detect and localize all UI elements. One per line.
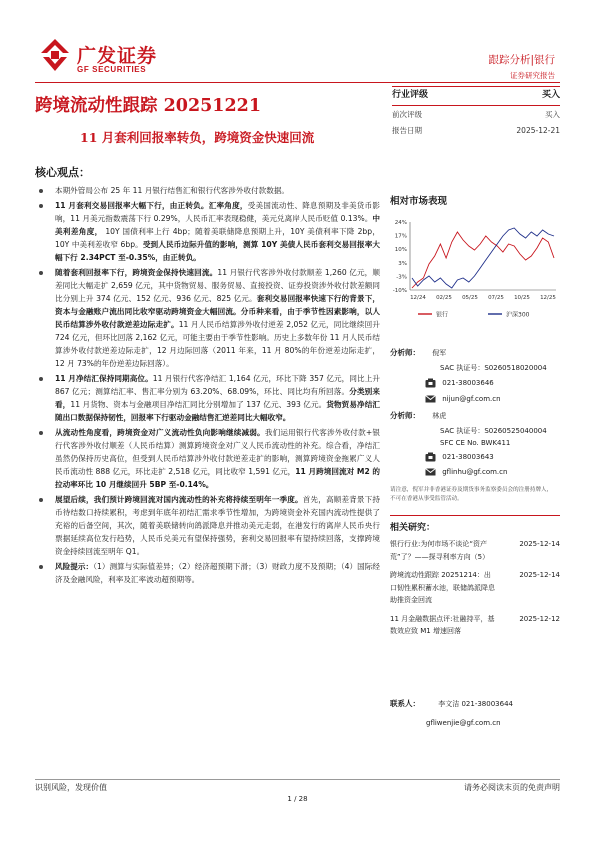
y-tick-label: 24% — [394, 220, 407, 226]
sac-number: S0260518020004 — [484, 363, 547, 372]
x-tick-label: 05/25 — [462, 295, 478, 301]
report-date-label: 报告日期 — [392, 126, 422, 135]
contact-block — [390, 698, 560, 729]
core-view-text: 11 月银行代客涉外收付款顺差 1,260 亿元，顺差同比大幅走扩 2,659 亿元，其中货物贸易、服务贸易、直接投资、证券投资涉外收付款差额同比分别上升 374 亿元、152 亿元、936 亿元、825 亿元。 — [55, 268, 380, 303]
related-item-date: 2025-12-14 — [519, 540, 560, 548]
report-subtitle: 11 月套利回报率转负，跨境资金快速回流 — [80, 130, 315, 145]
core-view-text: 从流动性角度看，跨境资金对广义流动性负向影响继续减弱。 — [55, 428, 265, 437]
core-view-text: 11 月货物、资本与金融项目净结汇同比分别增加了 137 亿元、393 亿元。 — [70, 400, 327, 409]
core-view-text: 货物贸易净结汇随出口数据保持韧性，回报率下行驱动金融结售汇逆差同比大幅收窄。 — [55, 400, 380, 422]
core-view-text: 11 月套利交易回报率大幅下行，由正转负。汇率角度， — [55, 201, 248, 210]
related-item[interactable] — [390, 538, 560, 563]
related-title: 相关研究： — [390, 523, 436, 533]
legend-label: 沪深300 — [506, 311, 530, 319]
core-view-item — [35, 199, 380, 264]
header-rule — [35, 82, 560, 83]
series-line-bank — [412, 232, 554, 288]
logo-english: GF SECURITIES — [77, 65, 147, 74]
core-view-text: 展望后续，我们预计跨境回流对国内流动性的补充将持续至明年一季度。 — [55, 495, 303, 504]
x-tick-label: 07/25 — [488, 295, 504, 301]
core-view-item — [35, 426, 380, 491]
analyst-label: 分析师： — [390, 411, 420, 420]
core-view-text: 10Y 国债利率上行 4bp；随着美联储降息预期上升，10Y 美债利率下降 2bp，10Y 中美利差收窄 6bp。 — [55, 227, 380, 249]
relative-performance-chart — [388, 214, 560, 334]
contact-label: 联系人： — [390, 699, 420, 708]
analyst-label: 分析师： — [390, 348, 420, 357]
core-view-text: 随着套利回报率下行，跨境资金保持快速回流。 — [55, 268, 218, 277]
report-category: 跟踪分析|银行 — [488, 54, 555, 66]
sac-label: SAC 执证号： — [440, 426, 485, 435]
y-tick-label: 3% — [398, 260, 407, 267]
related-item-title: 跨境流动性跟踪 20251214：出口韧性累积蓄水池，联储鸽派降息助推资金回流 — [390, 571, 495, 604]
related-research — [390, 515, 560, 644]
related-item[interactable] — [390, 569, 560, 607]
core-view-text: 11 月净结汇保持同期高位。 — [55, 374, 153, 383]
rating-label: 行业评级 — [392, 90, 429, 100]
logo — [35, 37, 170, 77]
core-view-text: 本期外管局公布 25 年 11 月银行结售汇和银行代客涉外收付款数据。 — [55, 186, 290, 195]
y-tick-label: -3% — [396, 274, 407, 281]
related-item-title: 11 月金融数据点评:社融持平，基数效应致 M1 增速回落 — [390, 614, 495, 635]
core-view-item — [35, 184, 380, 197]
logo-name: 广发证券 — [77, 45, 158, 67]
related-item-date: 2025-12-14 — [519, 571, 560, 579]
core-view-text: 11 月人民币结算涉外收付逆差 2,052 亿元，同比继续回升 724 亿元，但环比回落 2,162 亿元，可能主要由于季节性影响。历史上多数年份 11 月人民币结算涉外收付款逆差边际走扩，12 月边际回落（2011 年来，11 月 80%的年份逆差边际走扩，12 月 73%的年份逆差边际回落）。 — [55, 320, 380, 368]
sfc-number: SFC CE No. BWK411 — [440, 439, 511, 447]
x-tick-label: 02/25 — [436, 295, 452, 301]
analyst-name: 倪军 — [432, 349, 447, 357]
phone-icon — [425, 378, 436, 388]
analyst-block-2 — [390, 410, 560, 479]
analyst-name: 林虎 — [432, 412, 447, 420]
core-view-text: 受美国流动性、降息预期及非美货币影响，11 月美元指数震荡下行 0.29%，人民币汇率表现稳健，美元兑离岸人民币贬值 0.13%。 — [55, 201, 380, 223]
core-view-item — [35, 493, 380, 558]
related-item[interactable] — [390, 613, 560, 638]
phone-icon — [425, 452, 436, 462]
x-tick-label: 12/24 — [410, 295, 426, 301]
analyst-block-1 — [390, 347, 560, 405]
licence-disclaimer: 请注意，倪军并非香港证券及期货事务监察委员会的注册持牌人，不可在香港从事受监管活动。 — [390, 487, 553, 502]
core-view-text: 套利交易回报率快速下行的背景下，资本与金融账户流出同比收窄驱动跨境资金大幅回流。分币种来看，由于季节性因素影响，以人民币结算涉外收付款逆差边际走扩。 — [55, 294, 380, 329]
x-tick-label: 10/25 — [514, 295, 530, 301]
prev-rating-label: 前次评级 — [392, 110, 422, 119]
phone-number[interactable]: 021-38003643 — [442, 452, 494, 461]
related-item-title: 银行行业:为何市场不谈论“资产荒”了？——探寻利率方向（5） — [390, 540, 490, 561]
y-tick-label: 10% — [394, 247, 407, 254]
core-view-text: 我们运用银行代客涉外收付款+银行代客涉外收付顺差（人民币结算）测算跨境资金对广义人民币流动性的补充。综合看，净结汇虽然仍保持历史高位，但受到人民币结算涉外收付款逆差走扩的影响，测算跨境资金拖累广义人民币流动性 888 亿元，环比走扩 2,518 亿元，同比收窄 1,591 亿元， — [55, 428, 380, 476]
core-view-text: 分类别来看， — [55, 387, 381, 409]
chart-title: 相对市场表现 — [390, 196, 448, 207]
core-view-text: 11 月银行代客净结汇 1,164 亿元，环比下降 357 亿元，同比上升 867 亿元；测算结汇率、售汇率分别为 63.20%、68.09%，环比、同比均有所回落。 — [55, 374, 380, 396]
email-address[interactable]: gflinhu@gf.com.cn — [442, 468, 508, 476]
email-address[interactable]: nijun@gf.com.cn — [442, 394, 501, 403]
core-view-text: 首先，高顺差背景下持币待结数口持续累积，考虑到年底年初结汇需求季节性增加，为跨境资金补充国内流动性提供了充裕的后备空间，其次，随着美联储转向鸽派降息并推动美元走弱，在港发行的离岸人民币央行票据延续高位发行趋势，人民币兑美元有望保持强势，套利交易回报率有望持续回落，支撑跨境资金持续回流至明年 Q1。 — [55, 495, 381, 556]
report-title: 跨境流动性跟踪 20251221 — [35, 96, 262, 116]
prev-rating-value: 买入 — [545, 110, 560, 119]
core-view-item — [35, 372, 380, 424]
core-view-text: 中美利差角度， — [55, 214, 380, 236]
legend-label: 银行 — [436, 311, 449, 319]
sac-label: SAC 执证号： — [440, 363, 485, 372]
page-number: 1 / 28 — [287, 795, 308, 803]
email-icon — [425, 467, 436, 477]
core-view-text: 风险提示： — [55, 562, 94, 571]
email-icon — [425, 394, 436, 404]
core-view-list — [35, 184, 380, 588]
core-view-item — [35, 266, 380, 370]
core-view-text: 受到人民币边际升值的影响，测算 10Y 美债人民币套利交易回报率大幅下行 2.34PCT 至-0.35%，由正转负。 — [55, 240, 380, 262]
y-tick-label: -10% — [392, 288, 407, 294]
contact-name-phone: 李文洁 021-38003644 — [438, 700, 513, 708]
rating-value: 买入 — [541, 90, 560, 100]
x-tick-label: 12/25 — [540, 295, 556, 301]
report-date-value: 2025-12-21 — [516, 126, 560, 135]
footer-slogan: 识别风险，发现价值 — [35, 783, 107, 792]
footer-disclaimer: 请务必阅读末页的免责声明 — [464, 783, 560, 792]
core-view-title: 核心观点： — [35, 166, 90, 179]
y-tick-label: 17% — [394, 233, 407, 240]
core-view-item — [35, 560, 380, 586]
related-item-date: 2025-12-12 — [519, 614, 560, 623]
core-view-text: （1）测算与实际值差异；（2）经济超预期下滑；（3）财政力度不及预期；（4）国际经济及金融风险，利率及汇率波动超预期等。 — [55, 562, 380, 584]
phone-number[interactable]: 021-38003646 — [442, 379, 494, 387]
rating-box — [392, 86, 560, 137]
report-type: 证券研究报告 — [510, 71, 555, 80]
sac-number: S0260525040004 — [484, 426, 547, 435]
gf-logo-icon — [35, 37, 75, 75]
core-view-text: 11 月跨境回流对 M2 的拉动率环比 10 月继续回升 5BP 至-0.14%。 — [55, 467, 380, 489]
footer-rule — [35, 779, 560, 780]
contact-email[interactable]: gfliwenjie@gf.com.cn — [426, 718, 501, 727]
